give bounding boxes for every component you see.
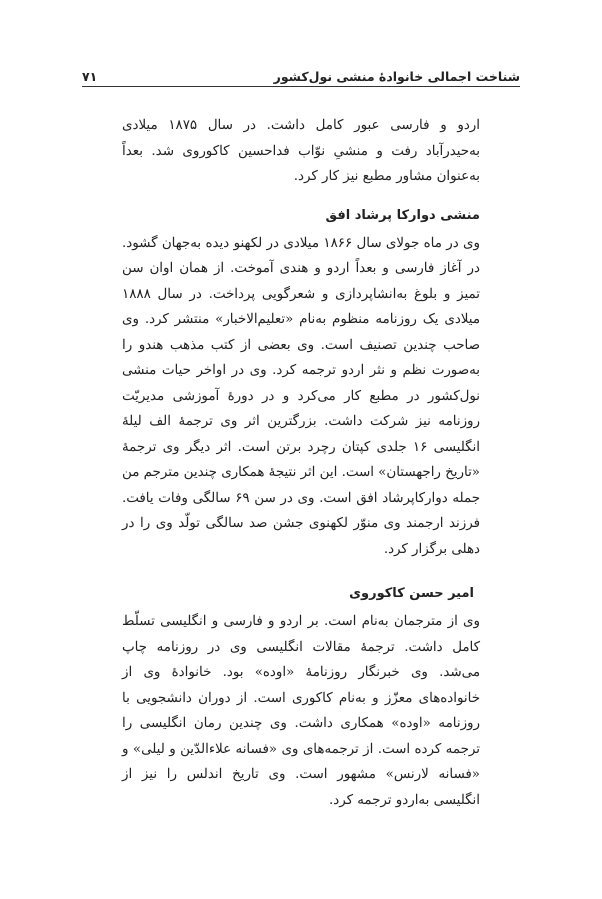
- page-number: ۷۱: [82, 69, 98, 84]
- section-heading-afq: منشی دوارکا پرشاد افق: [325, 207, 480, 223]
- header-rule: [82, 86, 520, 87]
- section-body-afq: وی در ماه جولای سال ۱۸۶۶ میلادی در لکهنو دیده به‌جهان گشود. در آغاز فارسی و بعداً اردو و هندی آموخت. از همان اوان سن تمیز و بلوغ به‌انشاپردازی و شعرگویی پرداخت. در سال ۱۸۸۸ میلادی یک روزنامه منظوم به‌نام «تعلیم‌الاخبار» منتشر کرد. وی صاحب چندین تصنیف است. وی بعضی از کتب مذهب هندو را به‌صورت نظم و نثر اردو ترجمه کرد. وی در اواخر حیات منشی نول‌کشور در مطبع کار می‌کرد و در دورهٔ آموزشی مدیریّت روزنامه نیز شرکت داشت. بزرگترین اثر وی ترجمهٔ الف لیلهٔ انگلیسی ۱۶ جلدی کپتان رچرد برتن است. اثر دیگر وی ترجمهٔ «تاریخ راجهستان» است. این اثر نتیجهٔ همکاری چندین مترجم من جمله دوارکاپرشاد افق است. وی در سن ۶۹ سالگی وفات یافت. فرزند ارجمند وی منوّر لکهنوی جشن صد سالگی تولّد وی را در دهلی برگزار کرد.: [122, 235, 480, 557]
- section-body-kakorvi: وی از مترجمان به‌نام است. بر اردو و فارسی و انگلیسی تسلّط کامل داشت. ترجمهٔ مقالات انگلیسی وی در روزنامه چاپ می‌شد. وی خبرنگار روزنامهٔ «اوده» بود. خانوادهٔ وی از خانواده‌های معزّز و به‌نام کاکوری است. از دوران دانشجویی با روزنامه «اوده» همکاری داشت. وی چندین رمان انگلیسی را ترجمه کرده است. از ترجمه‌های وی «فسانه علاءالدّین و لیلی» و «فسانه لارنس» مشهور است. وی تاریخ اندلس را نیز از انگلیسی به‌اردو ترجمه کرد.: [122, 614, 480, 808]
- intro-paragraph: اردو و فارسی عبور کامل داشت. در سال ۱۸۷۵ میلادی به‌حیدرآباد رفت و منشیِ نوّاب فداحسین کاکوروی شد. بعداً به‌عنوان مشاور مطبع نیز کار کرد.: [122, 118, 480, 184]
- header-title: شناخت اجمالی خانوادهٔ منشی نول‌کشور: [273, 69, 520, 84]
- running-header: [82, 62, 520, 84]
- page-body: [122, 113, 480, 813]
- section-heading-kakorvi: امیر حسن کاکوروی: [349, 586, 474, 601]
